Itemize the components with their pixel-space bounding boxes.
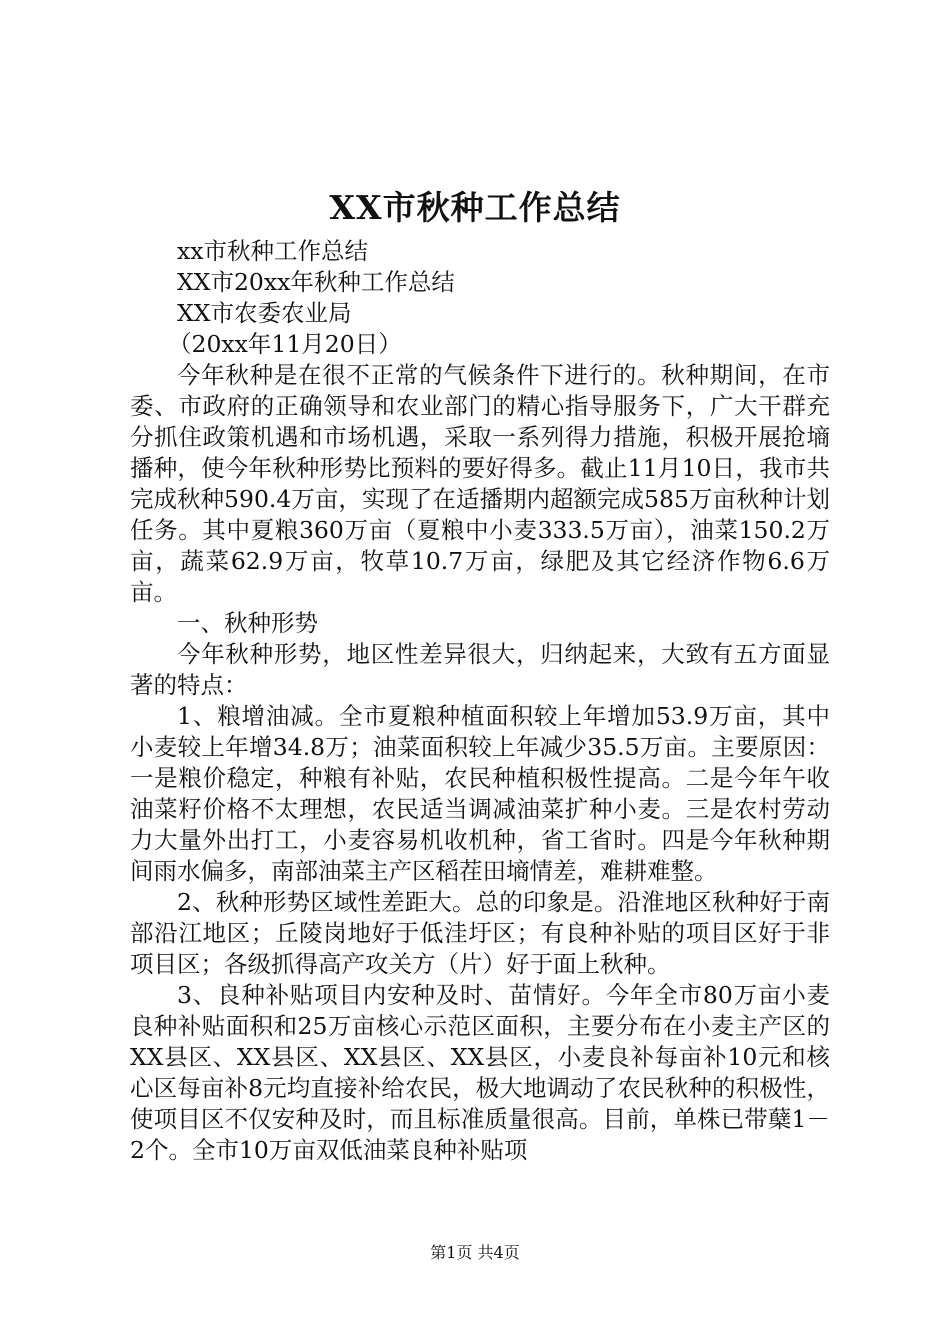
subtitle-line: XX市20xx年秋种工作总结 [177, 268, 455, 296]
date-line: （20xx年11月20日） [168, 330, 402, 358]
body-paragraph: 1、粮增油减。全市夏粮种植面积较上年增加53.9万亩，其中小麦较上年增34.8万；油菜面积较上年减少35.5万亩。主要原因：一是粮价稳定，种粮有补贴，农民种植积极性提高。二是今年午收油菜籽价格不太理想，农民适当调减油菜扩种小麦。三是农村劳动力大量外出打工，小麦容易机收机种，省工省时。四是今年秋种期间雨水偏多，南部油菜主产区稻茬田墒情差，难耕难整。 [130, 702, 830, 885]
body-paragraph: 今年秋种形势，地区性差异很大，归纳起来，大致有五方面显著的特点： [130, 640, 830, 699]
body-paragraph: 今年秋种是在很不正常的气候条件下进行的。秋种期间，在市委、市政府的正确领导和农业部门的精心指导服务下，广大干群充分抓住政策机遇和市场机遇，采取一系列得力措施，积极开展抢墒播种，使今年秋种形势比预料的要好得多。截止11月10日，我市共完成秋种590.4万亩，实现了在适播期内超额完成585万亩秋种计划任务。其中夏粮360万亩（夏粮中小麦333.5万亩），油菜150.2万亩，蔬菜62.9万亩，牧草10.7万亩，绿肥及其它经济作物6.6万亩。 [130, 361, 830, 606]
body-paragraph: 3、良种补贴项目内安种及时、苗情好。今年全市80万亩小麦良种补贴面积和25万亩核心示范区面积，主要分布在小麦主产区的XX县区、XX县区、XX县区、XX县区，小麦良补每亩补10元和核心区每亩补8元均直接补给农民，极大地调动了农民秋种的积极性，使项目区不仅安种及时，而且标准质量很高。目前，单株已带蘖1－2个。全市10万亩双低油菜良种补贴项 [130, 981, 830, 1164]
body-paragraph: 2、秋种形势区域性差距大。总的印象是。沿淮地区秋种好于南部沿江地区；丘陵岗地好于低洼圩区；有良种补贴的项目区好于非项目区；各级抓得高产攻关方（片）好于面上秋种。 [130, 888, 830, 978]
section-heading: 一、秋种形势 [177, 609, 318, 637]
author-line: XX市农委农业局 [177, 299, 352, 327]
page-footer: 第1页 共4页 [430, 1243, 520, 1262]
document-body [130, 236, 830, 1166]
subtitle-line: xx市秋种工作总结 [177, 237, 369, 265]
document-title: XX市秋种工作总结 [329, 188, 621, 227]
